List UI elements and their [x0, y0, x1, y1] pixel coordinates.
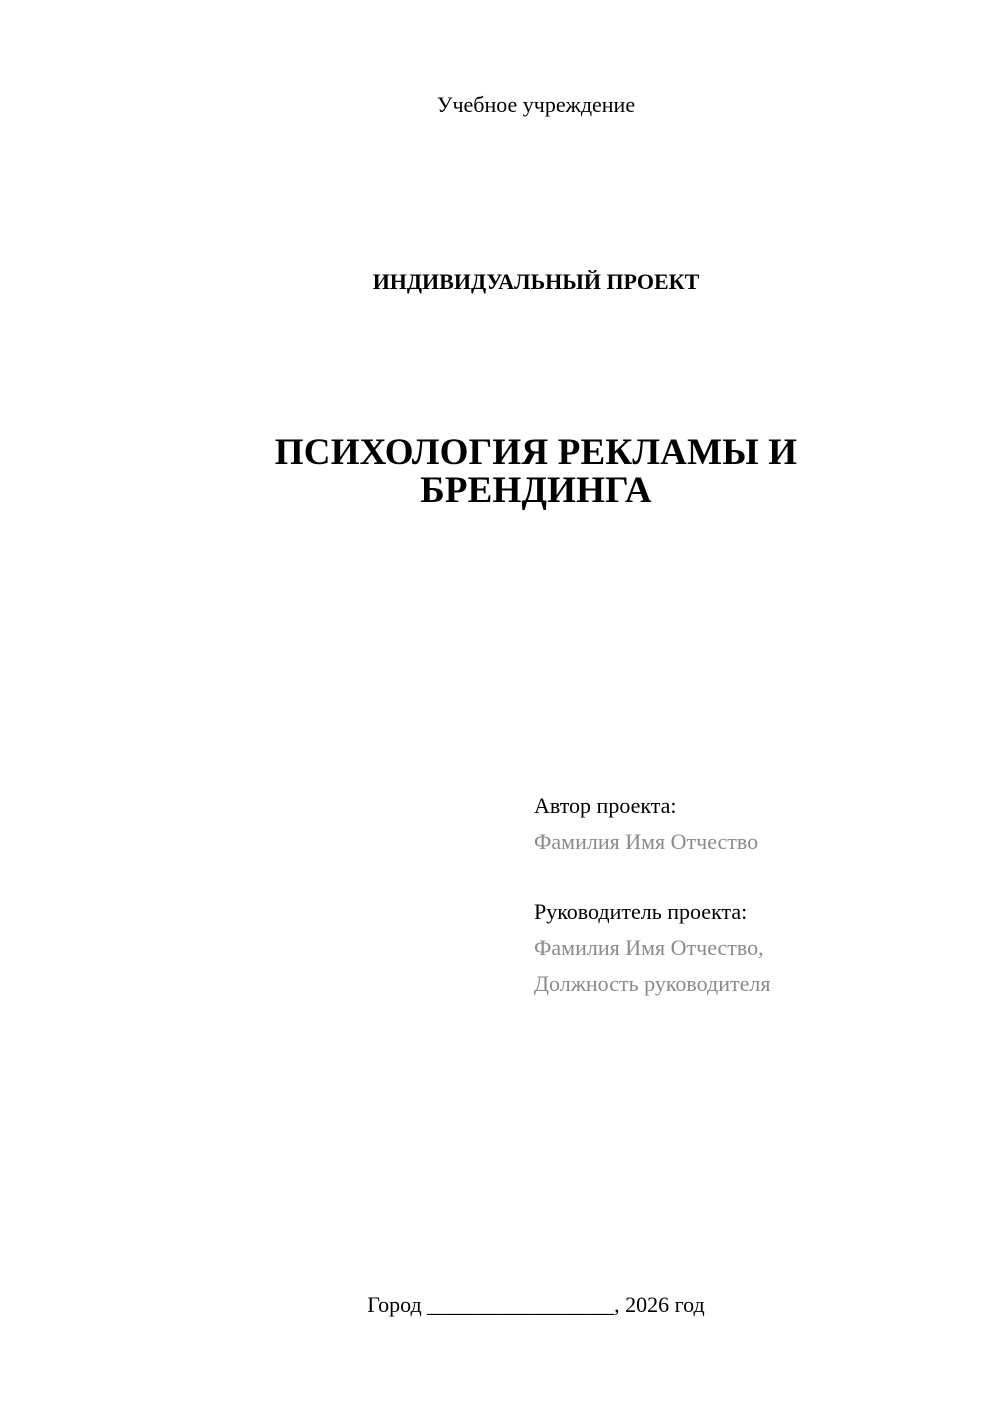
author-name: Фамилия Имя Отчество — [534, 829, 759, 854]
institution-name: Учебное учреждение — [436, 92, 636, 117]
project-title — [236, 434, 836, 510]
project-type-heading: ИНДИВИДУАЛЬНЫЙ ПРОЕКТ — [372, 269, 700, 294]
author-label: Автор проекта: — [534, 793, 677, 818]
city-year-line: Город _________________, 2026 год — [367, 1292, 705, 1317]
supervisor-name: Фамилия Имя Отчество, — [534, 935, 764, 960]
project-title-line-2: БРЕНДИНГА — [420, 470, 652, 511]
participants-spacer — [534, 860, 974, 894]
supervisor-position: Должность руководителя — [534, 971, 771, 996]
supervisor-label: Руководитель проекта: — [534, 899, 748, 924]
project-participants — [534, 788, 974, 1002]
project-title-line-1: ПСИХОЛОГИЯ РЕКЛАМЫ И — [274, 432, 798, 473]
